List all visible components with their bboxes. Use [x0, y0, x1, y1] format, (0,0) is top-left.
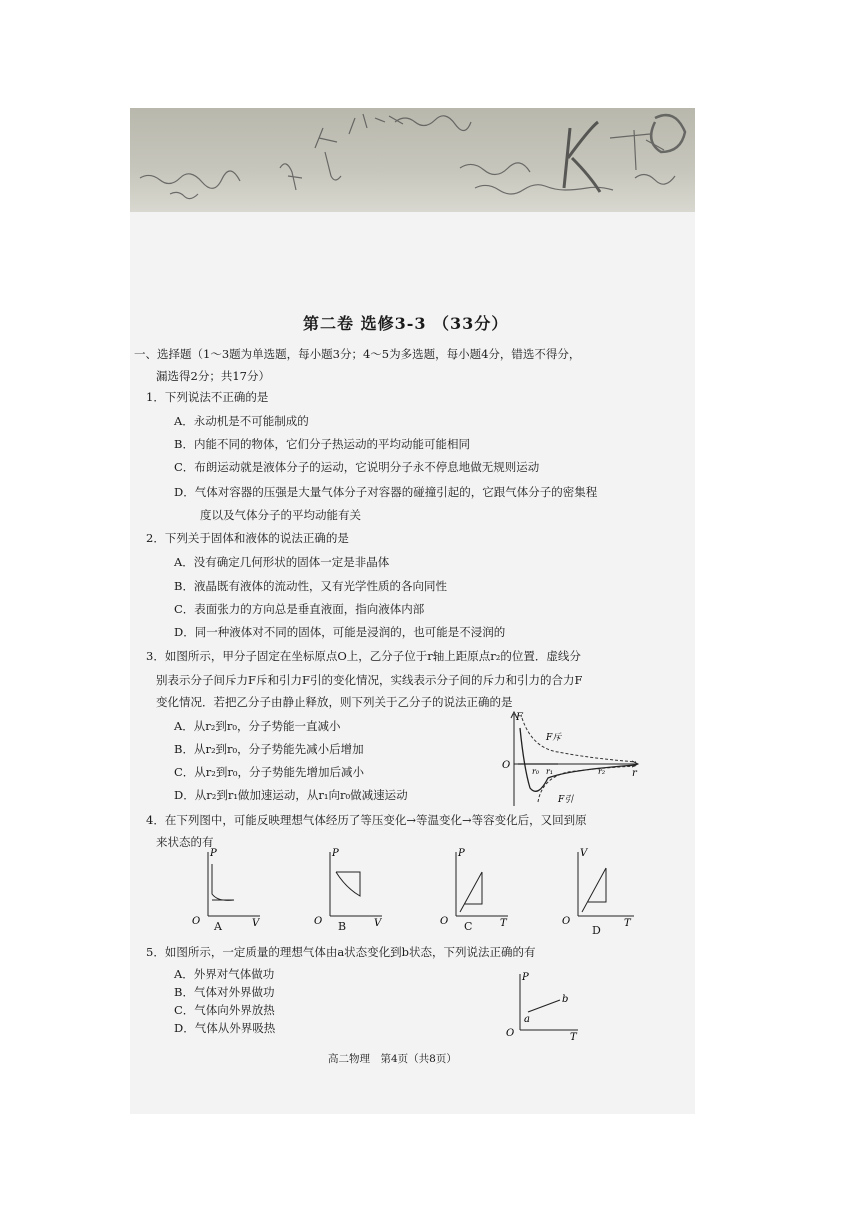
section-header-line1: 一、选择题（1～3题为单选题，每小题3分；4～5为多选题，每小题4分，错选不得分， — [134, 347, 581, 361]
q4-c-y-label: P — [458, 848, 465, 859]
q3-stem-line1: 3．如图所示，甲分子固定在坐标原点O上，乙分子位于r轴上距原点r₂的位置．虚线分 — [146, 649, 581, 663]
q3-repulsive-label: F斥 — [546, 733, 562, 743]
q2-option-b: B．液晶既有液体的流动性，又有光学性质的各向同性 — [174, 579, 447, 593]
q4-c-caption: C — [464, 920, 473, 933]
q3-r2-label: r₂ — [598, 767, 606, 776]
q4-a-y-label: P — [210, 848, 217, 859]
q4-stem-line1: 4．在下列图中，可能反映理想气体经历了等压变化→等温变化→等容变化后，又回到原 — [146, 813, 587, 827]
q5-origin-label: O — [506, 1028, 515, 1039]
q3-origin-label: O — [502, 760, 511, 771]
exam-page — [130, 108, 695, 1114]
q4-d-caption: D — [592, 924, 601, 937]
q4-graph-b — [310, 846, 388, 926]
q4-graph-a — [188, 846, 266, 926]
q4-graph-d — [558, 846, 642, 926]
q5-option-c: C．气体向外界放热 — [174, 1003, 275, 1017]
q5-option-a: A．外界对气体做功 — [174, 967, 275, 981]
q4-d-y-label: V — [580, 848, 588, 859]
q4-stem-line2: 来状态的有 — [156, 835, 214, 849]
q4-c-origin: O — [440, 916, 449, 926]
q1-option-d-line1: D．气体对容器的压强是大量气体分子对容器的碰撞引起的，它跟气体分子的密集程 — [174, 485, 598, 499]
q4-d-origin: O — [562, 916, 571, 926]
q2-option-d: D．同一种液体对不同的固体，可能是浸润的，也可能是不浸润的 — [174, 625, 506, 639]
q2-stem: 2．下列关于固体和液体的说法正确的是 — [146, 531, 349, 545]
q4-graph-c — [436, 846, 514, 926]
q5-pt-graph — [504, 970, 584, 1042]
q5-axis-P-label: P — [522, 972, 529, 983]
q4-b-x-label: V — [374, 918, 382, 926]
q1-option-d-line2: 度以及气体分子的平均动能有关 — [200, 508, 361, 522]
q3-stem-line2: 别表示分子间斥力F斥和引力F引的变化情况，实线表示分子间的斥力和引力的合力F — [156, 673, 583, 687]
q4-b-y-label: P — [332, 848, 339, 859]
q3-option-a: A．从r₂到r₀，分子势能一直减小 — [174, 719, 341, 733]
q5-option-d: D．气体从外界吸热 — [174, 1021, 276, 1035]
q3-axis-F-label: F — [516, 712, 523, 723]
q4-a-caption: A — [214, 920, 222, 933]
q4-b-caption: B — [338, 920, 347, 933]
q5-state-b-label: b — [562, 994, 569, 1005]
q5-axis-T-label: T — [570, 1032, 577, 1042]
handwriting-scribbles — [130, 108, 695, 212]
q5-option-b: B．气体对外界做功 — [174, 985, 275, 999]
q3-axis-r-label: r — [632, 768, 637, 779]
q1-option-c: C．布朗运动就是液体分子的运动，它说明分子永不停息地做无规则运动 — [174, 460, 540, 474]
q5-stem: 5．如图所示，一定质量的理想气体由a状态变化到b状态，下列说法正确的有 — [146, 945, 536, 959]
section-header-line2: 漏选得2分；共17分） — [156, 369, 270, 383]
q3-r0-label: r₀ — [532, 767, 540, 776]
page-footer: 高二物理 第4页（共8页） — [328, 1053, 457, 1065]
q3-r1-label: r₁ — [546, 767, 554, 776]
q4-c-x-label: T — [500, 918, 507, 926]
q5-state-a-label: a — [524, 1014, 530, 1025]
q3-option-b: B．从r₂到r₀，分子势能先减小后增加 — [174, 742, 364, 756]
q4-d-x-label: T — [624, 918, 631, 926]
q2-option-c: C．表面张力的方向总是垂直液面，指向液体内部 — [174, 602, 425, 616]
q3-option-d: D．从r₂到r₁做加速运动，从r₁向r₀做减速运动 — [174, 788, 408, 802]
q4-a-origin: O — [192, 916, 201, 926]
q3-molecular-force-graph — [498, 708, 646, 808]
q4-a-x-label: V — [252, 918, 260, 926]
q4-b-origin: O — [314, 916, 323, 926]
page-title: 第二卷 选修3-3 （33分） — [303, 314, 509, 333]
q1-option-b: B．内能不同的物体，它们分子热运动的平均动能可能相同 — [174, 437, 470, 451]
handwritten-doodle-band — [130, 108, 695, 212]
q3-attractive-label: F引 — [558, 795, 574, 805]
q2-option-a: A．没有确定几何形状的固体一定是非晶体 — [174, 555, 390, 569]
q1-option-a: A．永动机是不可能制成的 — [174, 414, 309, 428]
q3-stem-line3: 变化情况．若把乙分子由静止释放，则下列关于乙分子的说法正确的是 — [156, 695, 513, 709]
q3-option-c: C．从r₂到r₀，分子势能先增加后减小 — [174, 765, 365, 779]
q1-stem: 1．下列说法不正确的是 — [146, 390, 269, 404]
